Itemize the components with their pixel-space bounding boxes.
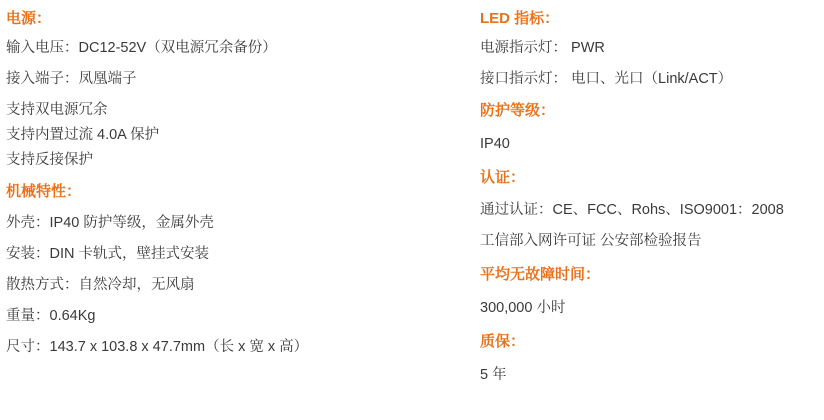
- section-mtbf: [480, 264, 824, 319]
- left-column: [0, 0, 470, 360]
- section-protection-level-heading: 防护等级：: [480, 101, 556, 119]
- section-led-indicator-line-2: 接口指示灯： 电口、光口（Link/ACT）: [480, 70, 733, 87]
- right-column: [476, 0, 824, 388]
- section-warranty: [480, 331, 824, 386]
- section-mtbf-line-1: 300,000 小时: [480, 300, 566, 317]
- section-certification: [480, 167, 824, 253]
- section-led-indicator: [480, 8, 824, 90]
- section-power-line-4: 支持内置过流 4.0A 保护: [6, 126, 160, 143]
- section-mechanical: [6, 181, 470, 358]
- section-mechanical-line-5: 尺寸：143.7 x 103.8 x 47.7mm（长 x 宽 x 高）: [6, 338, 309, 355]
- section-mechanical-line-4: 重量：0.64Kg: [6, 307, 96, 324]
- section-power-heading: 电源：: [6, 10, 52, 27]
- section-mechanical-line-2: 安装：DIN 卡轨式，壁挂式安装: [6, 245, 209, 262]
- section-certification-heading: 认证：: [480, 168, 526, 186]
- section-power-line-3: 支持双电源冗余: [6, 101, 108, 118]
- section-mechanical-heading: 机械特性：: [6, 182, 82, 200]
- section-mechanical-line-3: 散热方式：自然冷却，无风扇: [6, 276, 195, 293]
- section-warranty-line-1: 5 年: [480, 366, 507, 383]
- section-warranty-heading: 质保：: [480, 333, 526, 351]
- section-led-indicator-line-1: 电源指示灯： PWR: [480, 39, 605, 56]
- section-mtbf-heading: 平均无故障时间：: [480, 266, 601, 284]
- section-power-line-1: 输入电压：DC12-52V（双电源冗余备份）: [6, 39, 277, 56]
- section-mechanical-line-1: 外壳：IP40 防护等级，金属外壳: [6, 214, 214, 231]
- section-protection-level: [480, 100, 824, 155]
- section-power-line-5: 支持反接保护: [6, 151, 93, 168]
- section-power-line-2: 接入端子：凤凰端子: [6, 70, 137, 87]
- section-protection-level-line-1: IP40: [480, 135, 510, 152]
- section-led-indicator-heading: LED 指标：: [480, 10, 560, 27]
- section-power: [6, 8, 470, 171]
- section-certification-line-1: 通过认证：CE、FCC、Rohs、ISO9001：2008: [480, 202, 784, 219]
- section-certification-line-2: 工信部入网许可证 公安部检验报告: [480, 233, 702, 250]
